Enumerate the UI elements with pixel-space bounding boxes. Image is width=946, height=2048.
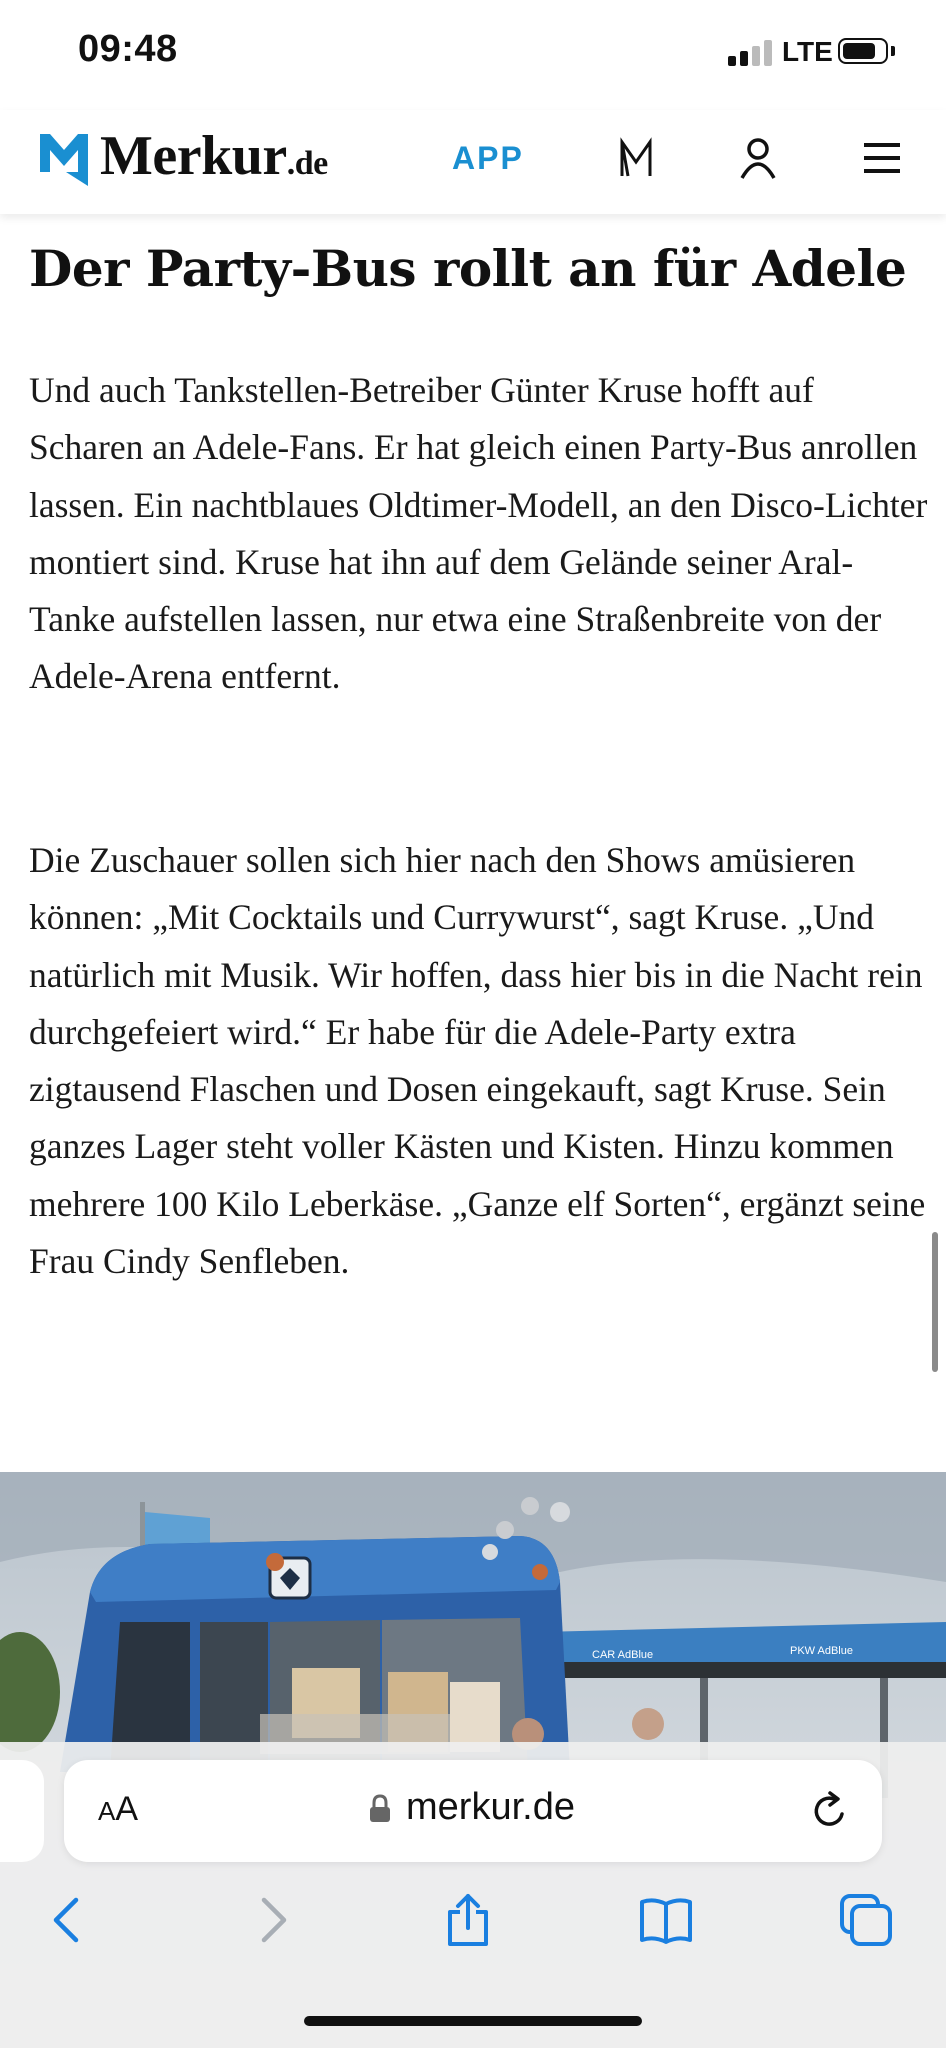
address-bar[interactable] <box>64 1760 882 1862</box>
previous-tab-preview[interactable] <box>0 1760 44 1862</box>
forward-icon[interactable] <box>244 1892 300 1948</box>
menu-icon[interactable] <box>862 140 902 176</box>
pump-sign-right: PKW AdBlue <box>790 1645 853 1657</box>
merkur-m-icon[interactable] <box>616 136 656 180</box>
share-icon[interactable] <box>440 1892 496 1948</box>
user-icon[interactable] <box>738 136 778 180</box>
network-type: LTE <box>782 36 833 67</box>
article-subheading: Der Party-Bus rollt an für Adele <box>29 239 907 298</box>
text-size-button[interactable]: AA <box>98 1790 139 1828</box>
scroll-indicator[interactable] <box>932 1232 938 1372</box>
bookmarks-icon[interactable] <box>638 1892 694 1948</box>
tabs-icon[interactable] <box>838 1892 894 1948</box>
signal-strength-icon <box>728 40 772 66</box>
battery-icon <box>838 38 888 64</box>
site-header <box>0 110 946 214</box>
back-icon[interactable] <box>40 1892 96 1948</box>
lock-icon <box>369 1794 391 1824</box>
app-link[interactable]: APP <box>452 140 524 176</box>
url-text[interactable]: merkur.de <box>406 1786 575 1828</box>
site-logo[interactable]: Merkur.de <box>100 125 328 187</box>
status-bar <box>0 0 946 110</box>
home-indicator <box>304 2016 642 2026</box>
article <box>29 214 919 300</box>
article-paragraph: Die Zuschauer sollen sich hier nach den Shows amüsieren können: „Mit Cocktails und Currywurst“, sagt Kruse. „Und natürlich mit Musik. Wir hoffen, dass hier bis in die Nacht rein durchgefeiert wird.“ Er habe für die Adele-Party extra zigtausend Flaschen und Dosen eingekauft, sagt Kruse. Sein ganzes Lager steht voller Kästen und Kisten. Hinzu kommen mehrere 100 Kilo Leberkäse. „Ganze elf Sorten“, ergänzt seine Frau Cindy Senfleben. <box>29 840 926 1282</box>
article-paragraph: Und auch Tankstellen-Betreiber Günter Kruse hofft auf Scharen an Adele-Fans. Er hat gleich einen Party-Bus anrollen lassen. Ein nachtblaues Oldtimer-Modell, an den Disco-Lichter montiert sind. Kruse hat ihn auf dem Gelände seiner Aral-Tanke aufstellen lassen, nur etwa eine Straßenbreite von der Adele-Arena entfernt. <box>29 370 928 697</box>
merkur-logo-icon[interactable] <box>36 126 92 188</box>
pump-sign-left: CAR AdBlue <box>592 1649 654 1661</box>
reload-icon[interactable] <box>810 1790 850 1832</box>
status-time: 09:48 <box>78 28 178 70</box>
